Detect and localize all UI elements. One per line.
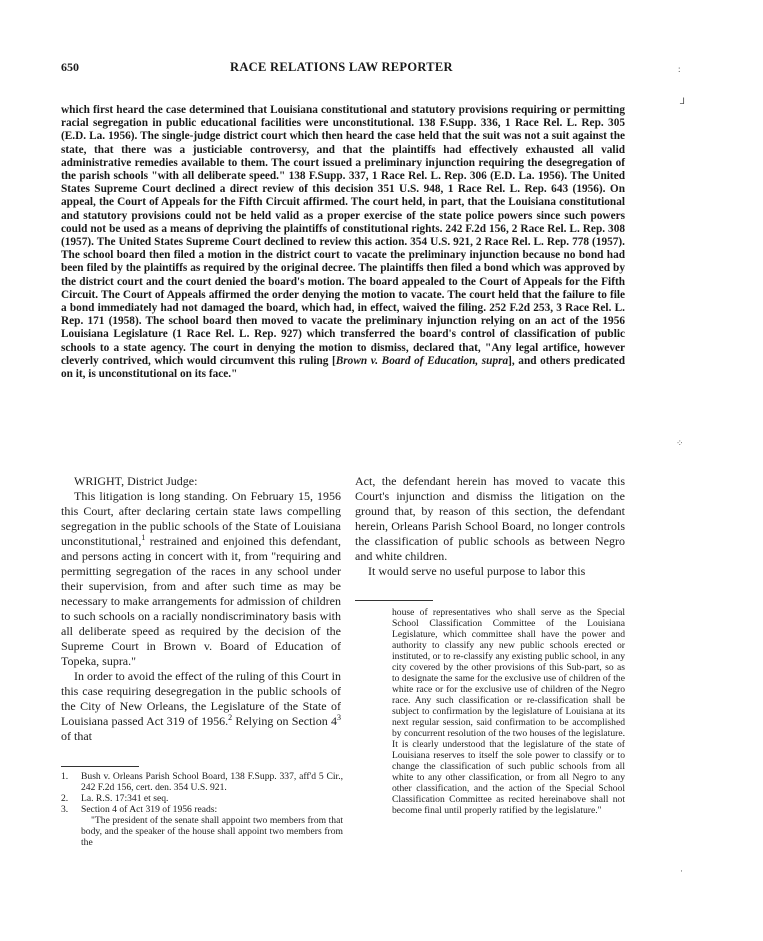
opinion-right-column <box>355 474 625 579</box>
footnote-ref: 1 <box>141 533 146 542</box>
footnote-divider <box>355 600 433 601</box>
page-number: 650 <box>61 60 79 74</box>
footnote-divider <box>61 766 139 767</box>
opinion-left-column <box>61 474 341 744</box>
paragraph: Act, the defendant herein has moved to vacate this Court's injunction and dismiss the litigation on the ground that, by reason of this section, the defendant herein, Orleans Parish School Board, no longer controls the classification of public schools as between Negro and white children. <box>355 474 625 563</box>
footnote-text: Section 4 of Act 319 of 1956 reads: <box>81 804 218 815</box>
footnote <box>61 793 343 804</box>
footnote-ref: 2 <box>228 713 233 722</box>
paragraph <box>61 669 341 744</box>
paragraph-text: This litigation is long standing. On February 15, 1956 this Court, after declaring certain state laws compelling segregation in the public schools of the State of Louisiana unconstitutional, <box>61 489 341 548</box>
footnote <box>61 804 343 815</box>
footnote-number: 1. <box>61 771 69 782</box>
footnote-continuation: house of representatives who shall serve as the Special School Classification Committee of the Louisiana Legislature, which committee shall have the power and authority to classify any new public schools erected or instituted, or to re-classify any existing public school, in any city covered by the other provisions of this Sub-part, so as to designate the same for the exclusive use of children of the white race or for the exclusive use of children of the Negro race. Any such classification or re-classification shall be subject to confirmation by the legislature of Louisiana at its next regular session, said confirmation to be accomplished by concurrent resolution of the two houses of the legislature. It is clearly understood that the legislature of the state of Louisiana reserves to itself the sole power to classify or to change the classification of such public schools from all white to any other classification, or from all Negro to any other classification, and the action of the Special School Classification Committee as recited hereinabove shall not become final until properly ratified by the legislature." <box>392 607 625 816</box>
scan-mark: ⁘ <box>676 438 684 448</box>
scan-mark: : <box>678 64 681 74</box>
headnote-text-end: ], and others predicated on it, is unconstitutional on its face." <box>61 354 625 381</box>
scan-mark: · <box>680 866 683 876</box>
headnote-text: which first heard the case determined that Louisiana constitutional and statutory provisions requiring or permitting racial segregation in public educational facilities were unconstitutional. 138 F.Supp. 336, 1 Race Rel. L. Rep. 305 (E.D. La. 1956). The single-judge district court which then heard the case held that the suit was not a suit against the state, that there was a justiciable controversy, and that the plaintiffs had effectively exhausted all valid administrative remedies available to them. The court issued a preliminary injunction requiring the desegregation of the parish schools "with all deliberate speed." 138 F.Supp. 337, 1 Race Rel. L. Rep. 306 (E.D. La. 1956). The United States Supreme Court declined a direct review of this decision 351 U.S. 948, 1 Race Rel. L. Rep. 643 (1956). On appeal, the Court of Appeals for the Fifth Circuit affirmed. The court held, in part, that the Louisiana constitutional and statutory provisions could not be held valid as a proper exercise of the state police powers since such powers could not be used as a means of depriving the plaintiffs of constitutional rights. 242 F.2d 156, 2 Race Rel. L. Rep. 308 (1957). The United States Supreme Court declined to review this action. 354 U.S. 921, 2 Race Rel. L. Rep. 778 (1957). The school board then filed a motion in the district court to vacate the preliminary injunction because no bond had been filed by the plaintiffs as required by the original decree. The plaintiffs then filed a bond which was approved by the district court and the court denied the board's motion. The board appealed to the Court of Appeals for the Fifth Circuit. The Court of Appeals affirmed the order denying the motion to vacate. The court held that the failure to file a bond immediately had not damaged the board, which had, in effect, waived the filing. 252 F.2d 253, 3 Race Rel. L. Rep. 171 (1958). The school board then moved to vacate the preliminary injunction relying on an act of the 1956 Louisiana Legislature (1 Race Rel. L. Rep. 927) which transferred the board's control of classification of public schools to a state agency. The court in denying the motion to dismiss, declared that, "Any legal artifice, however cleverly contrived, which would circumvent this ruling [ <box>61 104 625 367</box>
paragraph <box>61 489 341 669</box>
footnote-text: La. R.S. 17:341 et seq. <box>81 793 169 804</box>
paragraph-text: restrained and enjoined this defendant, and persons acting in concert with it, from "requiring and permitting segregation of the races in any school under their supervision, from and after such time as may be necessary to make arrangements for admission of children to such schools on a racially nondiscriminatory basis with all deliberate speed as required by the decision of the Supreme Court in Brown v. Board of Education of Topeka, supra." <box>61 534 341 668</box>
footnote-text: Bush v. Orleans Parish School Board, 138 F.Supp. 337, aff'd 5 Cir., 242 F.2d 156, cert. den. 354 U.S. 921. <box>81 771 343 793</box>
case-citation: Brown v. Board of Education, supra <box>335 354 509 367</box>
paragraph-text: of that <box>61 729 92 743</box>
running-title: RACE RELATIONS LAW REPORTER <box>230 60 453 74</box>
footnote-number: 2. <box>61 793 69 804</box>
judge-line: WRIGHT, District Judge: <box>74 474 198 488</box>
paragraph: It would serve no useful purpose to labor this <box>368 564 586 578</box>
footnote-ref: 3 <box>336 713 341 722</box>
footnote-quote: "The president of the senate shall appoint two members from that body, and the speaker of the house shall appoint two members from the <box>81 815 343 848</box>
paragraph-text: In order to avoid the effect of the ruling of this Court in this case requiring desegregation in the public schools of the City of New Orleans, the Legislature of the State of Louisiana passed Act 319 of 1956. <box>61 669 341 728</box>
paragraph-text: Relying on Section 4 <box>232 714 337 728</box>
footnote-number: 3. <box>61 804 69 815</box>
footnotes <box>61 771 343 848</box>
footnote <box>61 771 343 793</box>
headnote <box>61 104 625 381</box>
scan-mark: ⅃ <box>680 96 686 106</box>
